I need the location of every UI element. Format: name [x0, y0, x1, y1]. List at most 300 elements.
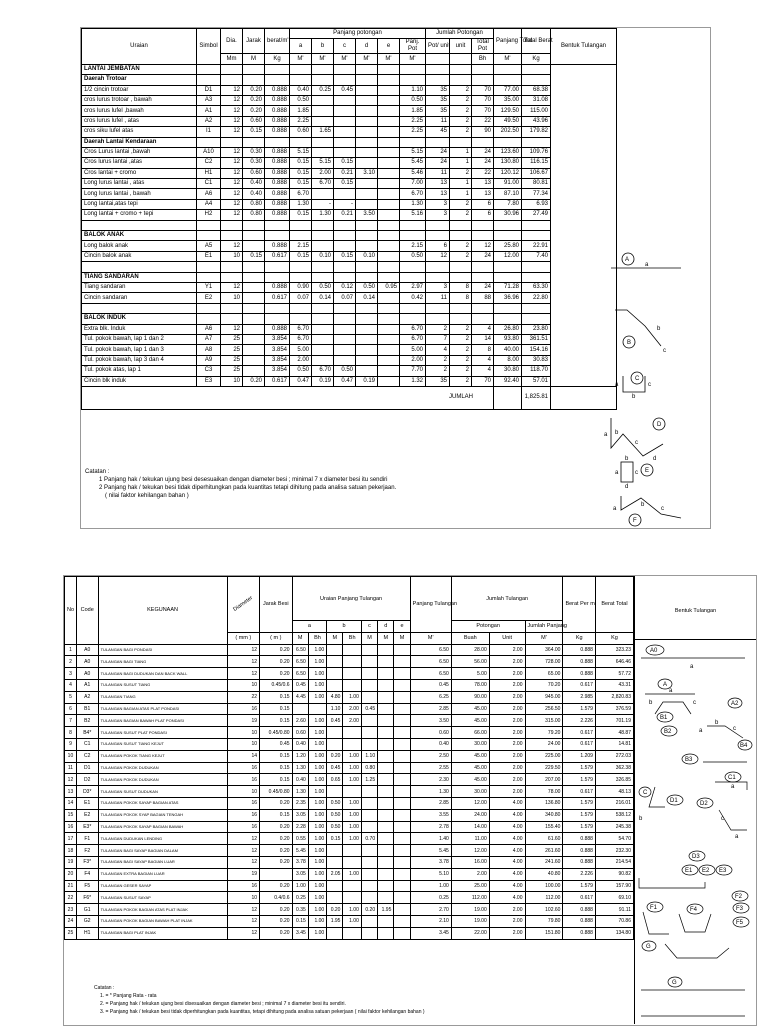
- cell: 0.45/0.6: [260, 679, 293, 691]
- cell: 118.70: [522, 366, 551, 376]
- cell: [334, 303, 356, 313]
- cell-uraian: BALOK INDUK: [82, 314, 197, 324]
- cell: 2.00: [489, 774, 525, 786]
- cell: 1.00: [308, 762, 326, 774]
- cell-uraian: [82, 303, 197, 313]
- cell-uraian: Tul. pokok bawah, lap 1 dan 3: [82, 345, 197, 355]
- svg-text:c: c: [635, 470, 638, 476]
- cell: [394, 762, 410, 774]
- cell: 1.00: [308, 668, 326, 680]
- cell: [522, 75, 551, 85]
- cell: 2: [450, 210, 472, 220]
- rebar-schedule-sheet-2: [63, 575, 757, 1026]
- cell: 1.00: [308, 868, 326, 880]
- cell: 70.20: [525, 679, 563, 691]
- cell: 26.80: [494, 324, 522, 334]
- table-row: [82, 231, 617, 241]
- cell: 0.25: [312, 85, 334, 95]
- cell: 12: [227, 644, 260, 656]
- cell: 0.15: [260, 774, 293, 786]
- cell: 2: [450, 345, 472, 355]
- svg-text:b: b: [632, 394, 636, 400]
- table-row: [65, 738, 634, 750]
- cell: [361, 715, 377, 727]
- cell: [356, 106, 378, 116]
- cell: 70: [472, 376, 494, 386]
- cell: 0.617: [563, 786, 596, 798]
- cell: 93.80: [494, 334, 522, 344]
- hdr2-code: Code: [76, 577, 98, 645]
- cell: 0.888: [265, 95, 290, 105]
- cell: 7.00: [400, 179, 426, 189]
- table-row: [82, 158, 617, 168]
- cell: 25: [221, 334, 243, 344]
- cell: 7.40: [522, 251, 551, 261]
- cell: 2: [450, 199, 472, 209]
- cell: 1.00: [308, 904, 326, 916]
- cell: [361, 845, 377, 857]
- jumlah-label: JUMLAH: [82, 386, 494, 409]
- cell: 35: [426, 376, 450, 386]
- table-row: [82, 147, 617, 157]
- note-line: 1. = * Panjang Rata - rata: [100, 993, 157, 999]
- cell-kegunaan: TULANGAN POKOK SYAP BAGIAN TENGAH: [98, 809, 227, 821]
- cell: 1.10: [327, 703, 343, 715]
- cell-kegunaan: TULANGAN SUSUT TIANG KEJUT: [98, 738, 227, 750]
- hdr-panj-pot: Panj. Pot: [400, 39, 426, 54]
- cell: [361, 868, 377, 880]
- cell: 112.00: [451, 892, 489, 904]
- note-line: 3. = Panjang hak / tekukan besi tidak diperhitungkan pada kuantitas, tetapi dihitung pada analisa satuan pekerjaan ( nilai faktor kehilangan bahan ): [100, 1009, 425, 1015]
- cell: Y1: [197, 282, 221, 292]
- cell: [378, 314, 400, 324]
- cell: 45: [426, 127, 450, 137]
- cell: [243, 345, 265, 355]
- cell-kegunaan: TULANGAN GESER SAYAP: [98, 880, 227, 892]
- cell: 16: [227, 774, 260, 786]
- cell: [472, 303, 494, 313]
- cell: 87.10: [494, 189, 522, 199]
- cell: [221, 220, 243, 230]
- table-row: [65, 727, 634, 739]
- cell-kegunaan: TULANGAN BAGI DUDUKAN DAN BACK WALL: [98, 668, 227, 680]
- cell-kegunaan: TULANGAN BAGI SAYAP BAGIAN LUAR: [98, 856, 227, 868]
- hdr2-potongan: Potongan: [451, 621, 525, 633]
- cell: 10: [227, 892, 260, 904]
- unit-panj: M': [400, 54, 426, 64]
- cell: 0.50: [400, 251, 426, 261]
- svg-text:A2: A2: [731, 701, 739, 707]
- cell: 28.00: [451, 644, 489, 656]
- cell: 2.15: [290, 241, 312, 251]
- cell: [378, 856, 394, 868]
- cell: [426, 137, 450, 147]
- cell-bentuk: [551, 199, 617, 209]
- cell: 0.888: [265, 127, 290, 137]
- cell: 12.00: [494, 251, 522, 261]
- unit2-buah: Buah: [451, 632, 489, 644]
- cell: [197, 231, 221, 241]
- cell: 0.60: [243, 116, 265, 126]
- cell: 10: [221, 376, 243, 386]
- cell: 3: [426, 282, 450, 292]
- cell: 0.15: [260, 691, 293, 703]
- cell: 19.00: [451, 904, 489, 916]
- cell: 0.20: [260, 904, 293, 916]
- cell: 12: [221, 158, 243, 168]
- cell: 57.72: [595, 668, 633, 680]
- cell: 2: [450, 127, 472, 137]
- cell: 10: [227, 786, 260, 798]
- unit2-unit: Unit: [489, 632, 525, 644]
- cell-uraian: cros siku lufel atas: [82, 127, 197, 137]
- cell: [312, 272, 334, 282]
- cell: [312, 303, 334, 313]
- cell: 1.30: [410, 786, 451, 798]
- cell: 0.19: [312, 376, 334, 386]
- cell: [327, 668, 343, 680]
- table-row: [65, 797, 634, 809]
- table-row: [82, 116, 617, 126]
- cell: [312, 345, 334, 355]
- cell: 22.00: [451, 927, 489, 939]
- cell-kegunaan: TULANGAN BAGI PLAT INJAK: [98, 927, 227, 939]
- svg-text:B3: B3: [685, 757, 693, 763]
- cell: 6.50: [410, 656, 451, 668]
- cell: 5: [65, 691, 77, 703]
- shape-A-bent: [615, 310, 666, 354]
- cell: [290, 220, 312, 230]
- cell: [494, 137, 522, 147]
- cell: 1.00: [343, 750, 361, 762]
- cell: [394, 904, 410, 916]
- table-row: [82, 251, 617, 261]
- cell: 2.00: [489, 738, 525, 750]
- table-row: [82, 137, 617, 147]
- cell: 1.40: [410, 833, 451, 845]
- cell: [356, 179, 378, 189]
- table-row: [65, 809, 634, 821]
- cell: 16: [65, 821, 77, 833]
- cell: 24: [472, 282, 494, 292]
- shape-label: a: [645, 262, 649, 268]
- cell: [378, 786, 394, 798]
- cell: 0.20: [260, 915, 293, 927]
- cell: [378, 774, 394, 786]
- cell-kegunaan: TULANGAN POKOK BAGIAN ATAS PLAT INJAK: [98, 904, 227, 916]
- cell: [356, 189, 378, 199]
- svg-text:B1: B1: [660, 715, 668, 721]
- cell: [400, 137, 426, 147]
- cell: D1: [197, 85, 221, 95]
- cell: 4.45: [292, 691, 308, 703]
- cell: [426, 272, 450, 282]
- cell: 12: [227, 904, 260, 916]
- cell: A1: [76, 679, 98, 691]
- cell: [394, 892, 410, 904]
- svg-text:a: a: [615, 470, 619, 476]
- cell: A4: [197, 199, 221, 209]
- table-row: [65, 868, 634, 880]
- cell: 5.15: [400, 147, 426, 157]
- cell: [378, 738, 394, 750]
- cell: 1.579: [563, 703, 596, 715]
- cell: 18: [65, 845, 77, 857]
- cell: 8: [65, 727, 77, 739]
- cell: 0.40: [243, 179, 265, 189]
- cell: 23: [65, 904, 77, 916]
- cell: [327, 644, 343, 656]
- cell: 4: [472, 324, 494, 334]
- cell: 2.10: [410, 915, 451, 927]
- cell: H1: [197, 168, 221, 178]
- cell: 0.50: [290, 95, 312, 105]
- cell: 0.20: [243, 106, 265, 116]
- cell: 2.00: [489, 668, 525, 680]
- cell: 22.91: [522, 241, 551, 251]
- cell: 0.12: [334, 282, 356, 292]
- cell: 90.82: [595, 868, 633, 880]
- cell: 1.00: [308, 856, 326, 868]
- cell: 5.15: [312, 158, 334, 168]
- cell: 3: [426, 199, 450, 209]
- cell: [312, 241, 334, 251]
- cell: 1.579: [563, 762, 596, 774]
- svg-text:c: c: [635, 440, 638, 446]
- cell: 0.15: [290, 210, 312, 220]
- cell: [334, 220, 356, 230]
- cell: 272.03: [595, 750, 633, 762]
- cell: 1.00: [343, 809, 361, 821]
- cell: [221, 137, 243, 147]
- cell: 2: [450, 106, 472, 116]
- cell: 229.50: [525, 762, 563, 774]
- cell: 0.40: [410, 738, 451, 750]
- cell: 130.80: [494, 158, 522, 168]
- cell: 2.00: [489, 703, 525, 715]
- hdr2-jumlah-tulangan: Jumlah Tulangan: [451, 577, 563, 621]
- cell: 109.76: [522, 147, 551, 157]
- cell: 12: [221, 241, 243, 251]
- cell: 23.80: [522, 324, 551, 334]
- cell: 2: [450, 324, 472, 334]
- cell: [327, 656, 343, 668]
- cell: 4.00: [489, 868, 525, 880]
- unit2-Mq: M': [410, 632, 451, 644]
- cell: 2: [65, 656, 77, 668]
- cell: [327, 892, 343, 904]
- cell: 2.00: [343, 703, 361, 715]
- cell: 0.15: [334, 179, 356, 189]
- cell: [327, 786, 343, 798]
- cell: 136.80: [525, 797, 563, 809]
- cell-kegunaan: TULANGAN BAGI TIANG: [98, 656, 227, 668]
- cell: 0.45: [292, 679, 308, 691]
- table-row: [65, 904, 634, 916]
- unit-m: M: [243, 54, 265, 64]
- note-title: Catatan :: [94, 985, 115, 991]
- hdr-unit: unit: [450, 39, 472, 54]
- cell: 0.20: [260, 927, 293, 939]
- cell-kegunaan: TULANGAN EXTRA BAGIAN LUAR: [98, 868, 227, 880]
- cell: 2: [450, 355, 472, 365]
- cell: 2.985: [563, 691, 596, 703]
- cell: 61.60: [525, 833, 563, 845]
- cell: 256.50: [525, 703, 563, 715]
- cell: 6: [65, 703, 77, 715]
- cell: [361, 797, 377, 809]
- cell: 0.80: [243, 199, 265, 209]
- note-line: 2 Panjang hak / tekukan besi tidak diperhitungkan pada kuantitas tetapi dihitung pada analisa satuan pekerjaan.: [99, 485, 397, 491]
- cell: [312, 262, 334, 272]
- cell-bentuk: [551, 64, 617, 74]
- cell: [243, 324, 265, 334]
- cell: A7: [197, 334, 221, 344]
- cell: [400, 220, 426, 230]
- cell: [472, 272, 494, 282]
- cell: [494, 262, 522, 272]
- cell-kegunaan: TULANGAN SUSUT SAYAP: [98, 892, 227, 904]
- cell: [260, 868, 293, 880]
- cell: [312, 106, 334, 116]
- cell: [356, 158, 378, 168]
- cell: 35: [426, 85, 450, 95]
- cell-bentuk: [551, 179, 617, 189]
- cell: 3: [65, 668, 77, 680]
- cell: 0.15: [290, 158, 312, 168]
- cell: 3.55: [410, 809, 451, 821]
- note-title: Catatan :: [85, 469, 110, 475]
- cell: [243, 75, 265, 85]
- unit2-kg: Kg: [595, 632, 633, 644]
- cell: 0.60: [292, 727, 308, 739]
- cell: 16: [227, 880, 260, 892]
- cell: [378, 293, 400, 303]
- cell: [378, 750, 394, 762]
- cell-bentuk: [551, 147, 617, 157]
- table-row: [65, 915, 634, 927]
- cell: 0.617: [265, 251, 290, 261]
- cell: 14: [65, 797, 77, 809]
- hdr-simbol: Simbol: [197, 29, 221, 65]
- cell: [378, 64, 400, 74]
- cell: [394, 738, 410, 750]
- cell: [394, 727, 410, 739]
- cell: 1.32: [400, 376, 426, 386]
- cell: 1.00: [308, 915, 326, 927]
- table-row: [82, 189, 617, 199]
- cell: [394, 691, 410, 703]
- svg-text:d: d: [625, 484, 629, 490]
- cell-kegunaan: TULANGAN POKOK DUDUKAN: [98, 774, 227, 786]
- cell: [292, 703, 308, 715]
- cell-uraian: [82, 220, 197, 230]
- cell: 43.31: [595, 679, 633, 691]
- cell: A10: [197, 147, 221, 157]
- svg-text:a: a: [699, 728, 703, 734]
- cell: [378, 892, 394, 904]
- cell: 12: [227, 833, 260, 845]
- cell: 11: [426, 168, 450, 178]
- cell: G1: [76, 904, 98, 916]
- cell: 0.50: [356, 282, 378, 292]
- cell: 48.87: [595, 727, 633, 739]
- svg-text:F1: F1: [650, 905, 658, 911]
- cell: 0.20: [243, 85, 265, 95]
- cell: [394, 833, 410, 845]
- cell: [356, 220, 378, 230]
- cell: [494, 220, 522, 230]
- table-row: [82, 282, 617, 292]
- cell: 1.00: [308, 738, 326, 750]
- cell: 6.50: [292, 656, 308, 668]
- hdr2-berat-total: Berat Total: [595, 577, 633, 633]
- cell: [378, 762, 394, 774]
- cell: [378, 334, 400, 344]
- cell: 35.00: [494, 95, 522, 105]
- cell: [361, 644, 377, 656]
- cell: 0.888: [265, 116, 290, 126]
- cell: I1: [197, 127, 221, 137]
- svg-text:c: c: [721, 816, 724, 822]
- cell: 43.96: [522, 116, 551, 126]
- cell: 4.00: [489, 833, 525, 845]
- cell: 3.854: [265, 334, 290, 344]
- cell: [426, 231, 450, 241]
- cell: 30.80: [494, 366, 522, 376]
- cell: 49.50: [494, 116, 522, 126]
- cell: [197, 220, 221, 230]
- cell: 2.35: [292, 797, 308, 809]
- cell: [265, 75, 290, 85]
- cell: 0.15: [290, 168, 312, 178]
- cell: E2: [197, 293, 221, 303]
- cell: [312, 324, 334, 334]
- cell: 1: [450, 179, 472, 189]
- cell: [450, 220, 472, 230]
- cell: [197, 262, 221, 272]
- cell: 0.20: [260, 668, 293, 680]
- cell: 0.617: [265, 293, 290, 303]
- cell: 57.01: [522, 376, 551, 386]
- cell: B1: [76, 703, 98, 715]
- cell: [494, 386, 522, 409]
- svg-text:E3: E3: [719, 868, 727, 874]
- cell: 11: [426, 293, 450, 303]
- cell: 116.15: [522, 158, 551, 168]
- cell: 0.20: [327, 750, 343, 762]
- cell: 0.50: [334, 366, 356, 376]
- hdr-d: d: [356, 39, 378, 54]
- cell: 16: [227, 703, 260, 715]
- cell: 6: [472, 199, 494, 209]
- cell-kegunaan: TULANGAN BAGIAN BAWAH PLAT PONDASI: [98, 715, 227, 727]
- svg-text:B: B: [627, 340, 632, 346]
- svg-text:C1: C1: [728, 775, 736, 781]
- svg-text:a: a: [735, 834, 739, 840]
- cell: 1.00: [343, 762, 361, 774]
- cell: 63.30: [522, 282, 551, 292]
- svg-text:G: G: [672, 980, 677, 986]
- cell: 0.20: [243, 95, 265, 105]
- cell: 0.15: [260, 703, 293, 715]
- cell: [334, 95, 356, 105]
- cell: 2.00: [312, 168, 334, 178]
- cell: 4.00: [489, 880, 525, 892]
- cell: [394, 703, 410, 715]
- cell: 0.4/0.6: [260, 892, 293, 904]
- cell: 12: [221, 324, 243, 334]
